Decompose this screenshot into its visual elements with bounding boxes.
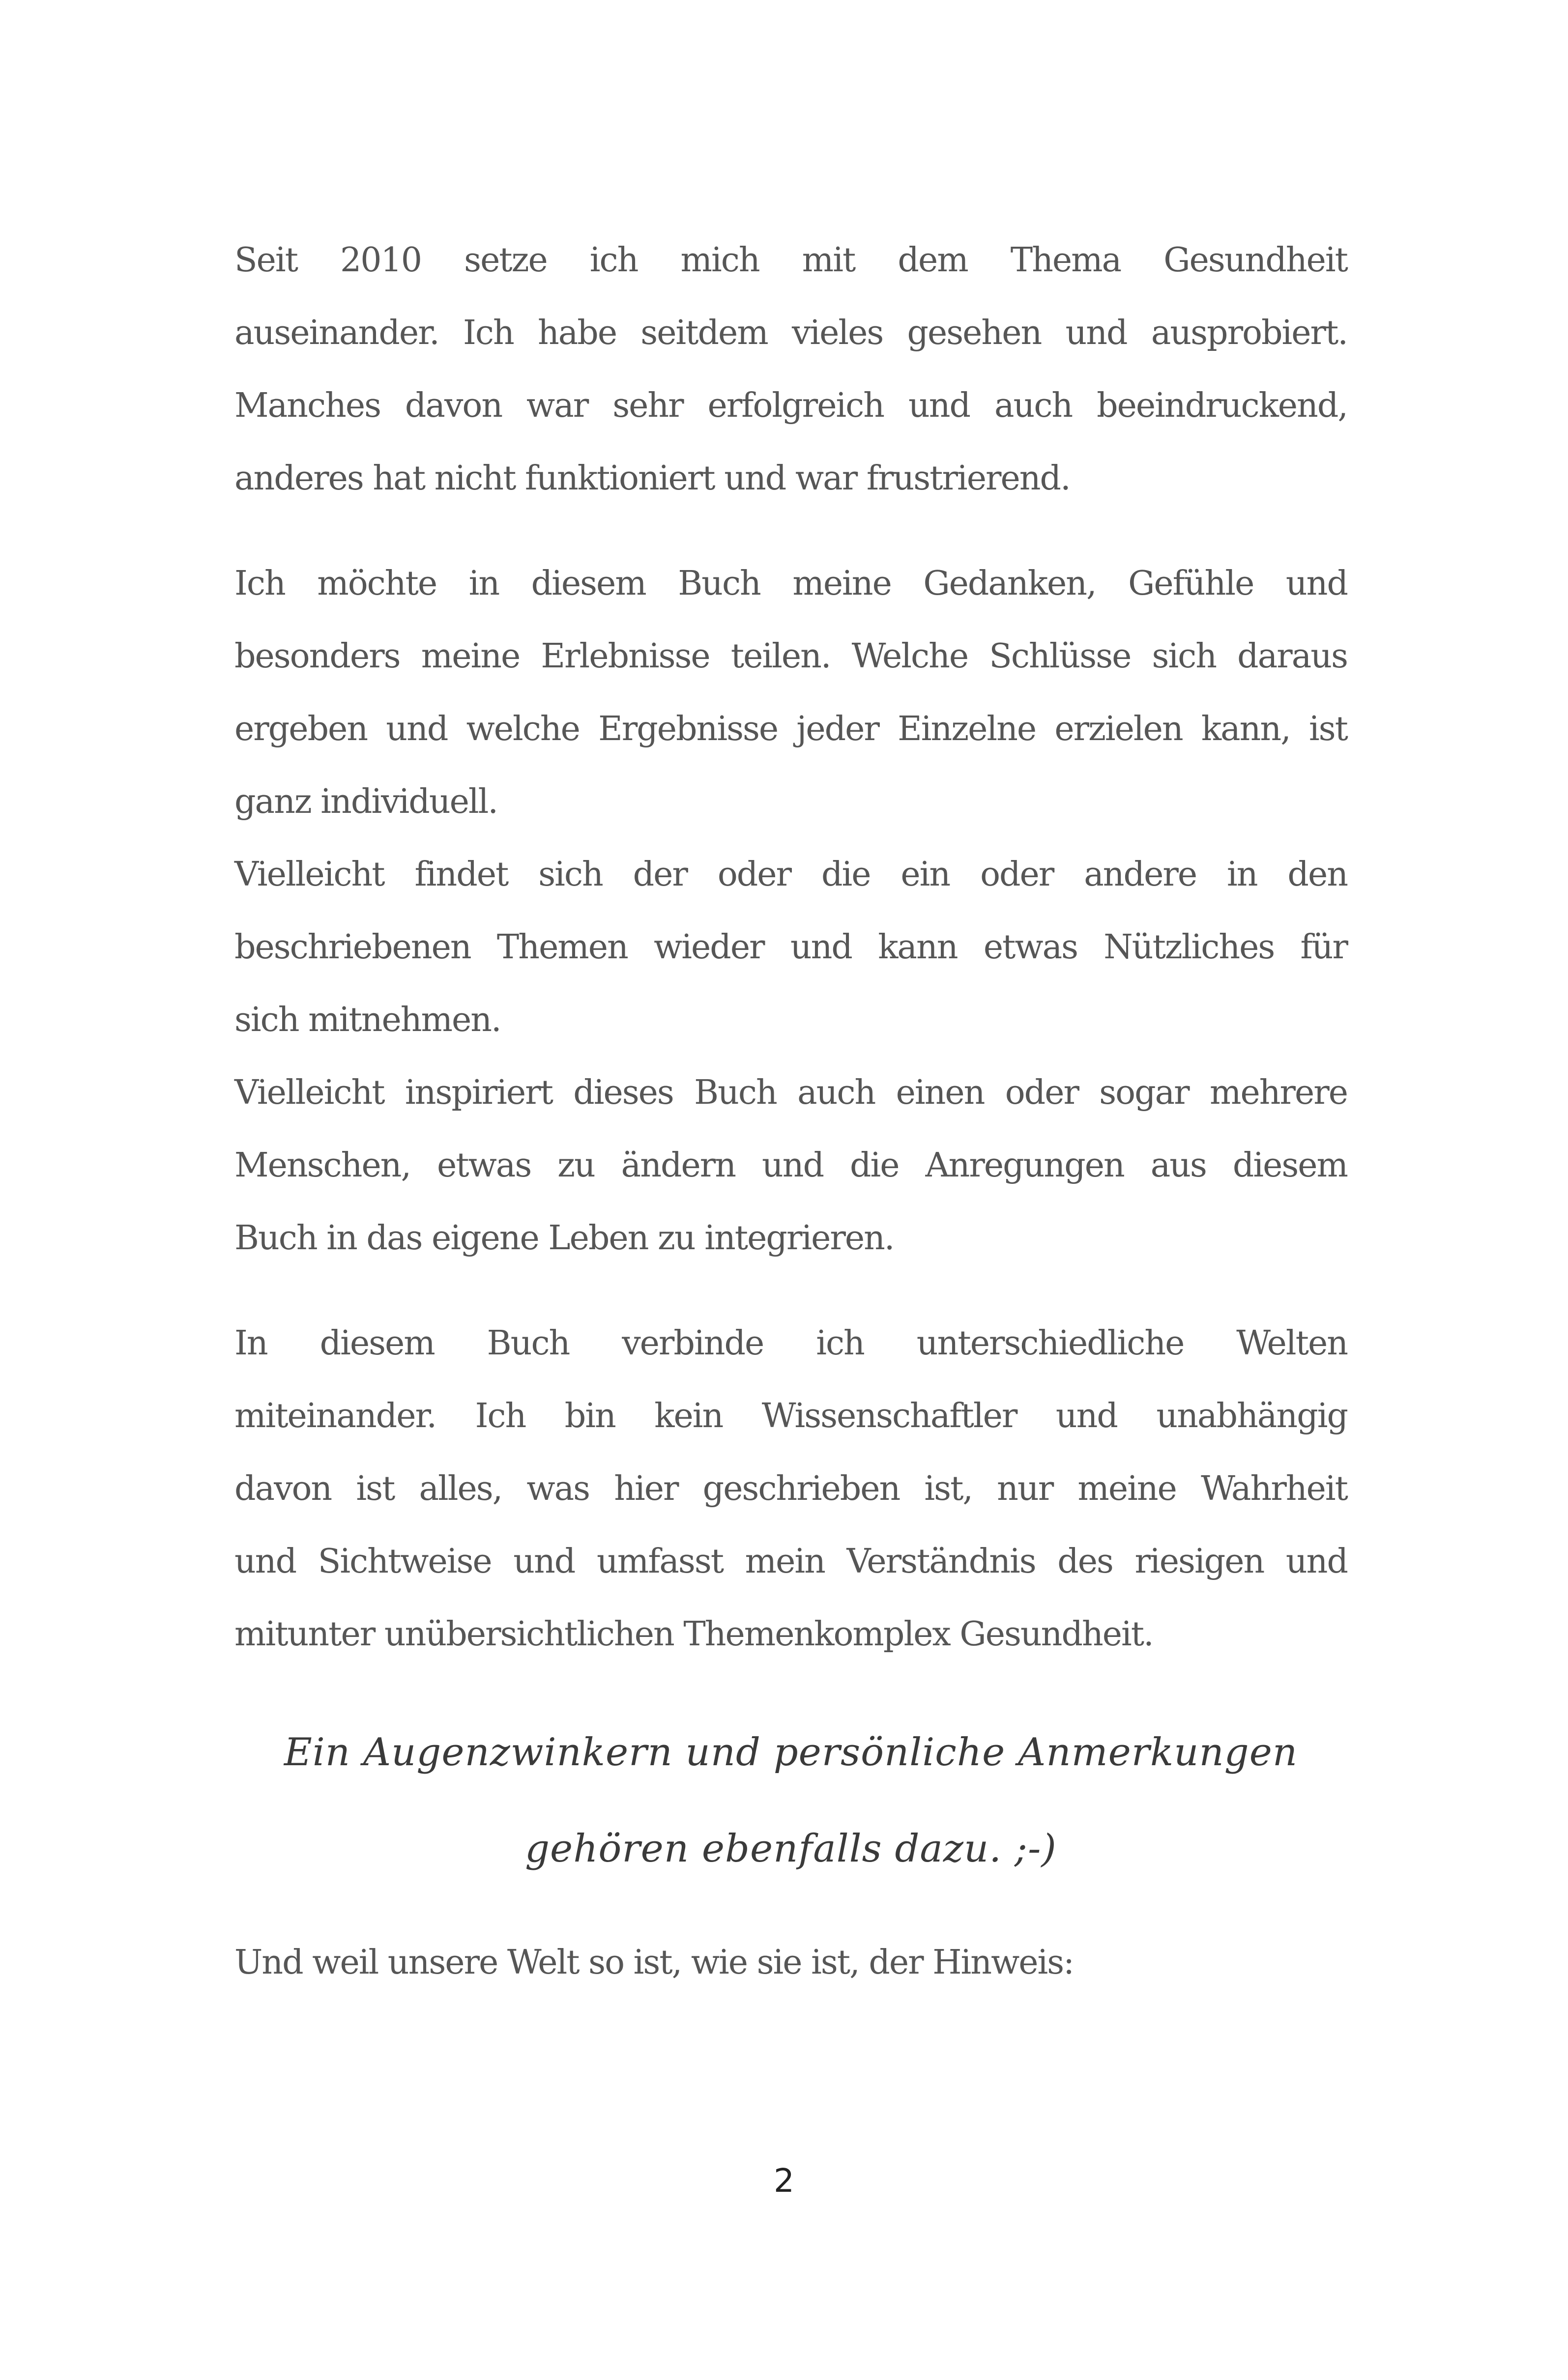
text-line: beschriebenen Themen wieder und kann etwas Nützliches für <box>234 928 1347 967</box>
text-line: anderes hat nicht funktioniert und war frustrierend. <box>234 459 1070 498</box>
text-line: Ich möchte in diesem Buch meine Gedanken, Gefühle und <box>234 564 1347 603</box>
text-line: ganz individuell. <box>234 782 497 821</box>
page-number: 2 <box>774 2162 794 2200</box>
paragraph-disclaimer <box>234 1307 1347 1671</box>
paragraph-purpose <box>234 547 1347 1275</box>
note-line: gehören ebenfalls dazu. ;-) <box>525 1827 1057 1871</box>
closing-line <box>234 1926 1347 1999</box>
text-line: sich mitnehmen. <box>234 1001 501 1039</box>
text-line: mitunter unübersichtlichen Themenkomplex Gesundheit. <box>234 1615 1153 1654</box>
paragraph-intro <box>234 224 1347 515</box>
text-line: Seit 2010 setze ich mich mit dem Thema Gesundheit <box>234 241 1347 280</box>
text-line: und Sichtweise und umfasst mein Verständnis des riesigen und <box>234 1542 1347 1581</box>
text-line: Buch in das eigene Leben zu integrieren. <box>234 1219 894 1258</box>
text-line: davon ist alles, was hier geschrieben ist, nur meine Wahrheit <box>234 1469 1347 1508</box>
text-line: Vielleicht inspiriert dieses Buch auch einen oder sogar mehrere <box>234 1073 1347 1112</box>
text-line: Manches davon war sehr erfolgreich und auch beeindruckend, <box>234 386 1347 425</box>
text-line: Menschen, etwas zu ändern und die Anregungen aus diesem <box>234 1146 1347 1185</box>
text-line: Und weil unsere Welt so ist, wie sie ist, der Hinweis: <box>234 1943 1074 1982</box>
text-line: auseinander. Ich habe seitdem vieles gesehen und ausprobiert. <box>234 314 1347 352</box>
text-line: In diesem Buch verbinde ich unterschiedliche Welten <box>234 1324 1347 1363</box>
text-line: ergeben und welche Ergebnisse jeder Einzelne erzielen kann, ist <box>234 710 1347 748</box>
note-line: Ein Augenzwinkern und persönliche Anmerkungen <box>284 1730 1298 1775</box>
text-line: miteinander. Ich bin kein Wissenschaftler und unabhängig <box>234 1397 1347 1435</box>
handwritten-note <box>234 1704 1347 1897</box>
text-line: Vielleicht findet sich der oder die ein oder andere in den <box>234 855 1347 894</box>
text-line: besonders meine Erlebnisse teilen. Welche Schlüsse sich daraus <box>234 637 1347 676</box>
